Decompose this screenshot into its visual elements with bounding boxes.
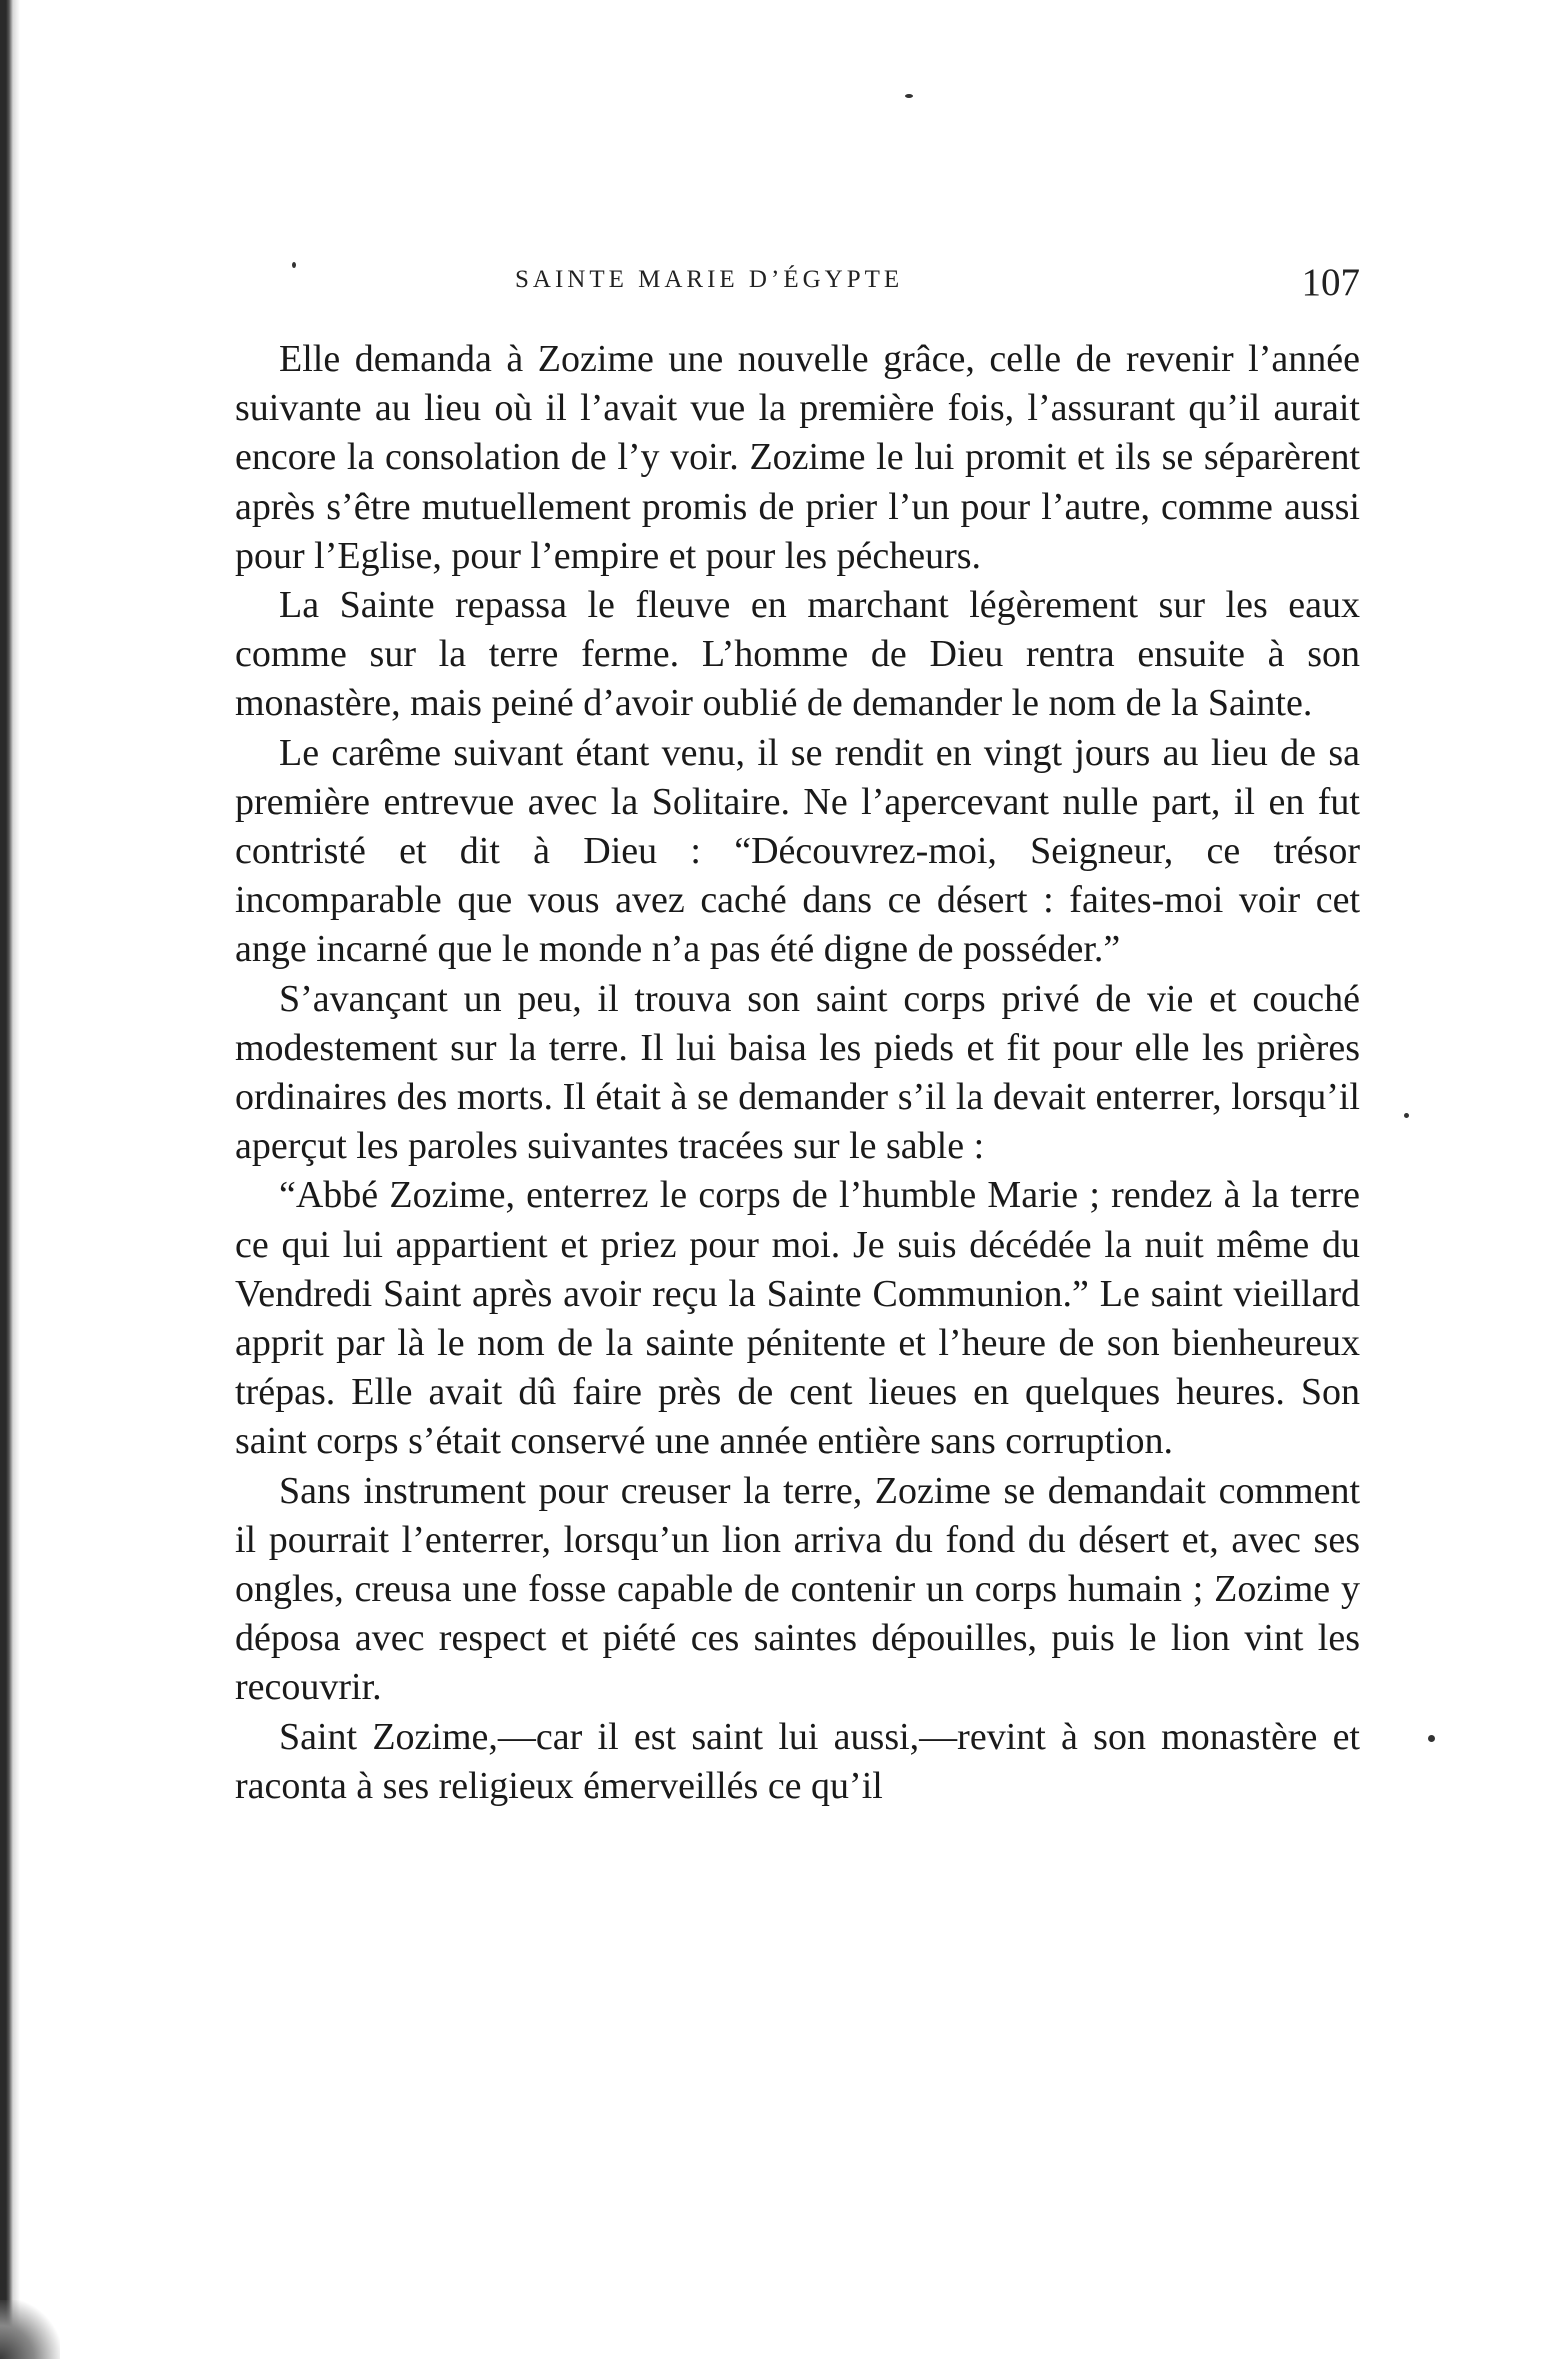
paragraph: Elle demanda à Zozime une nouvelle grâce, celle de revenir l’année suivante au lieu où il l’avait vue la première fois, l’assurant qu’il aurait encore la consolation de l’y voir. Zozime le lui promit et ils se séparèrent après s’être mutuellement promis de prier l’un pour l’autre, comme aussi pour l’Eglise, pour l’empire et pour les pécheurs. (235, 338, 1360, 577)
page-corner-shadow (0, 2300, 60, 2359)
paragraph: “Abbé Zozime, enterrez le corps de l’humble Marie ; rendez à la terre ce qui lui appartient et priez pour moi. Je suis décédée la nuit même du Vendredi Saint après avoir reçu la Sainte Communion.” Le saint vieillard apprit par là le nom de la sainte pénitente et l’heure de son bienheureux trépas. Elle avait dû faire près de cent lieues en quelques heures. Son saint corps s’était conservé une année entière sans corruption. (235, 1174, 1360, 1463)
ink-speck (1428, 1735, 1435, 1742)
ink-speck (905, 94, 913, 98)
paragraph: S’avançant un peu, il trouva son saint corps privé de vie et couché modestement sur la terre. Il lui baisa les pieds et fit pour elle les prières ordinaires des morts. Il était à se demander s’il la devait enterrer, lorsqu’il aperçut les paroles suivantes tracées sur le sable : (235, 977, 1360, 1168)
paragraph: Sans instrument pour creuser la terre, Zozime se demandait comment il pourrait l’enterrer, lorsqu’un lion arriva du fond du désert et, avec ses ongles, creusa une fosse capable de contenir un corps humain ; Zozime y déposa avec respect et piété ces saintes dépouilles, puis le lion vint les recouvrir. (235, 1469, 1360, 1709)
page-binding-edge (0, 0, 20, 2359)
paragraph: La Sainte repassa le fleuve en marchant légèrement sur les eaux comme sur la terre ferme. L’homme de Dieu rentra ensuite à son monastère, mais peiné d’avoir oublié de demander le nom de la Sainte. (235, 584, 1360, 725)
ink-speck (1404, 1113, 1409, 1118)
running-title: SAINTE MARIE D’ÉGYPTE (515, 266, 904, 293)
paragraph: Le carême suivant étant venu, il se rendit en vingt jours au lieu de sa première entrevue avec la Solitaire. Ne l’apercevant nulle part, il en fut contristé et dit à Dieu : “Découvrez-moi, Seigneur, ce trésor incomparable que vous avez caché dans ce désert : faites-moi voir cet ange incarné que le monde n’a pas été digne de posséder.” (235, 731, 1360, 971)
page-header (235, 260, 1360, 310)
body-text (235, 335, 1360, 1811)
paragraph: Saint Zozime,—car il est saint lui aussi,—revint à son monastère et raconta à ses religieux émerveillés ce qu’il (235, 1715, 1360, 1807)
page-number: 107 (1301, 261, 1360, 304)
